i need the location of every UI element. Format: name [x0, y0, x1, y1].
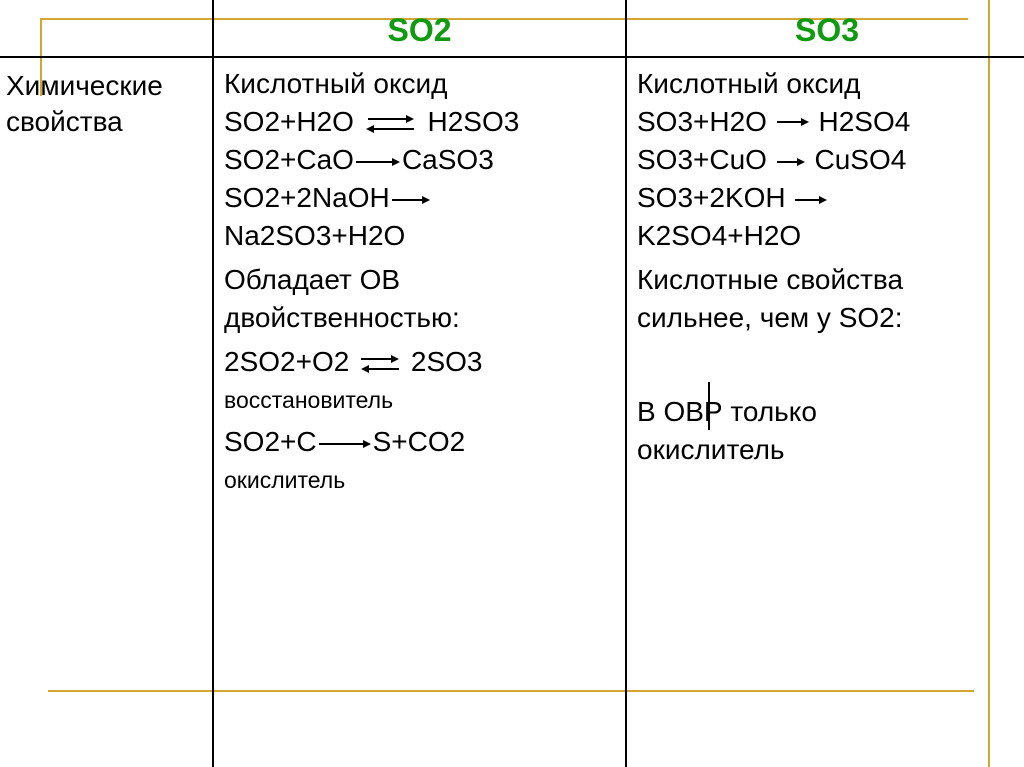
arrow-right-icon	[775, 152, 807, 172]
text-cursor-icon	[707, 382, 711, 430]
table-divider-horizontal	[0, 56, 1024, 58]
so3-line-cuo-reaction	[637, 142, 910, 180]
arrow-right-icon	[793, 190, 829, 210]
arrow-right-icon	[354, 152, 402, 172]
row-header-line-2: свойства	[6, 106, 123, 137]
so2-line-water-reaction	[224, 104, 519, 142]
so2-carbon-product: S+CO2	[372, 426, 466, 457]
so2-line-naoh-reaction	[224, 180, 519, 218]
table-divider-vertical-2	[625, 0, 627, 767]
so3-water-reactants: SO3+H2O	[637, 106, 767, 137]
so3-line-koh-reaction	[637, 180, 910, 218]
so3-line-acid-oxide: Кислотный оксид	[637, 68, 861, 99]
so3-line-koh-product: K2SO4+H2O	[637, 220, 802, 251]
row-header-line-1: Химические	[6, 70, 163, 101]
arrow-right-icon	[390, 190, 432, 210]
so3-water-product: H2SO4	[818, 106, 911, 137]
so2-line-oxidizer-label: окислитель	[224, 467, 346, 493]
so2-line-acid-oxide: Кислотный оксид	[224, 68, 448, 99]
reversible-arrow-icon	[357, 352, 403, 376]
so3-line-redox-1	[637, 394, 910, 432]
so2-line-cao-reaction	[224, 142, 519, 180]
so3-line-water-reaction	[637, 104, 910, 142]
so2-properties-cell	[224, 66, 519, 500]
so3-properties-cell	[637, 66, 910, 470]
so3-line-redox-2: окислитель	[637, 434, 785, 465]
so2-carbon-reactants: SO2+C	[224, 426, 317, 457]
so2-line-redox-2: двойственностью:	[224, 302, 460, 333]
decor-line-right-vertical	[988, 0, 990, 767]
so3-line-acidity-2: сильнее, чем у SO2:	[637, 302, 903, 333]
so2-line-carbon-reaction	[224, 424, 519, 462]
so3-koh-reactants: SO3+2KOH	[637, 182, 786, 213]
column-header-so2: SO2	[387, 12, 452, 48]
so2-water-reactants: SO2+H2O	[224, 106, 354, 137]
so2-naoh-reactants: SO2+2NaOH	[224, 182, 390, 213]
decor-line-bottom	[48, 690, 974, 692]
so2-line-reducer-label: восстановитель	[224, 387, 394, 413]
so2-water-product: H2SO3	[427, 106, 520, 137]
arrow-right-icon	[775, 114, 811, 134]
so2-line-naoh-product: Na2SO3+H2O	[224, 220, 406, 251]
so2-line-redox-1: Обладает ОВ	[224, 264, 401, 295]
reversible-arrow-icon	[362, 112, 420, 136]
so2-oxygen-product: 2SO3	[410, 346, 483, 377]
so2-oxygen-reactants: 2SO2+O2	[224, 346, 350, 377]
so2-line-oxygen-reaction	[224, 344, 519, 382]
so2-cao-product: CaSO3	[401, 144, 494, 175]
table-divider-vertical-1	[212, 0, 214, 767]
so3-cuo-reactants: SO3+CuO	[637, 144, 767, 175]
so3-line-acidity-1: Кислотные свойства	[637, 264, 904, 295]
so3-cuo-product: CuSO4	[814, 144, 907, 175]
arrow-right-icon	[317, 434, 373, 454]
row-header	[6, 68, 163, 140]
so2-cao-reactants: SO2+CaO	[224, 144, 354, 175]
column-header-so3: SO3	[794, 12, 860, 48]
so3-redox-text: В ОВР только	[637, 396, 817, 427]
